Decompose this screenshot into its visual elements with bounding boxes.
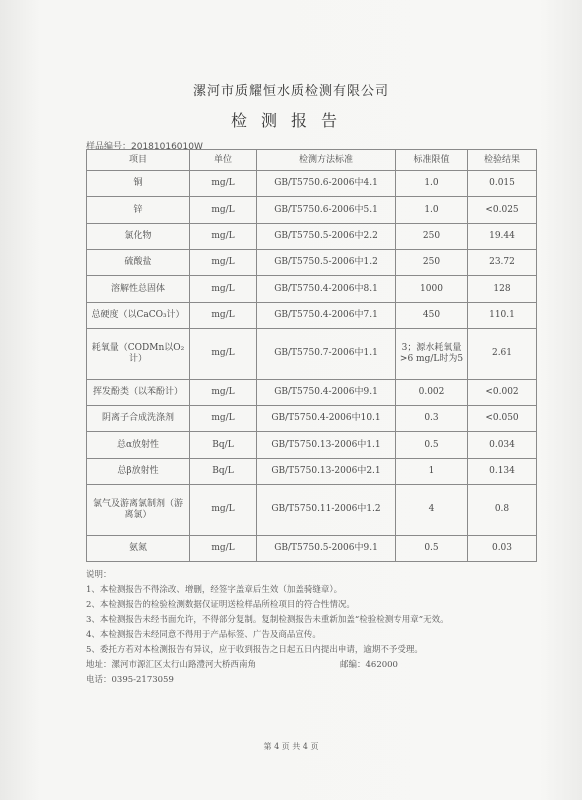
- cell-result: 19.44: [468, 223, 537, 249]
- cell-unit: Bq/L: [190, 458, 257, 484]
- company-name: 漯河市质耀恒水质检测有限公司: [192, 84, 389, 99]
- table-row: [87, 197, 537, 223]
- cell-method: GB/T5750.6-2006中5.1: [257, 197, 396, 223]
- cell-result: 0.8: [468, 485, 537, 536]
- table-row: [87, 379, 537, 405]
- cell-unit: mg/L: [190, 223, 257, 249]
- cell-limit: 0.5: [396, 432, 468, 458]
- cell-result: 2.61: [468, 329, 537, 380]
- note-item: 4、本检测报告未经同意不得用于产品标签、广告及商品宣传。: [86, 630, 321, 640]
- cell-method: GB/T5750.4-2006中7.1: [257, 302, 396, 328]
- table-row: [87, 406, 537, 432]
- cell-limit: 250: [396, 223, 468, 249]
- table-row: [87, 485, 537, 536]
- results-table: [86, 149, 537, 562]
- cell-limit: 0.3: [396, 406, 468, 432]
- header-method: 检测方法标准: [257, 150, 396, 171]
- header-item: 项目: [87, 150, 190, 171]
- cell-unit: mg/L: [190, 276, 257, 302]
- cell-limit: 1: [396, 458, 468, 484]
- cell-unit: mg/L: [190, 379, 257, 405]
- cell-limit: 1.0: [396, 171, 468, 197]
- cell-limit: 450: [396, 302, 468, 328]
- cell-method: GB/T5750.4-2006中9.1: [257, 379, 396, 405]
- cell-method: GB/T5750.5-2006中1.2: [257, 250, 396, 276]
- table-row: [87, 250, 537, 276]
- cell-item: 铜: [87, 171, 190, 197]
- cell-unit: mg/L: [190, 250, 257, 276]
- cell-method: GB/T5750.7-2006中1.1: [257, 329, 396, 380]
- report-title: 检测报告: [230, 111, 351, 130]
- cell-result: <0.002: [468, 379, 537, 405]
- header-result: 检验结果: [468, 150, 537, 171]
- cell-result: <0.025: [468, 197, 537, 223]
- cell-result: 23.72: [468, 250, 537, 276]
- cell-method: GB/T5750.4-2006中10.1: [257, 406, 396, 432]
- cell-unit: mg/L: [190, 535, 257, 561]
- cell-method: GB/T5750.11-2006中1.2: [257, 485, 396, 536]
- sample-number: 样品编号：20181016010W: [86, 142, 203, 152]
- cell-method: GB/T5750.5-2006中9.1: [257, 535, 396, 561]
- note-item: 1、本检测报告不得涂改、增删，经签字盖章后生效（加盖骑缝章）。: [86, 585, 343, 595]
- notes-section: [86, 568, 546, 688]
- table-row: [87, 276, 537, 302]
- header-limit: 标准限值: [396, 150, 468, 171]
- cell-item: 锌: [87, 197, 190, 223]
- cell-result: 0.134: [468, 458, 537, 484]
- cell-result: 0.015: [468, 171, 537, 197]
- cell-item: 挥发酚类（以苯酚计）: [87, 379, 190, 405]
- cell-item: 总β放射性: [87, 458, 190, 484]
- cell-item: 总α放射性: [87, 432, 190, 458]
- cell-limit: 4: [396, 485, 468, 536]
- cell-unit: Bq/L: [190, 432, 257, 458]
- cell-result: 110.1: [468, 302, 537, 328]
- cell-item: 氨氮: [87, 535, 190, 561]
- cell-limit: 250: [396, 250, 468, 276]
- address-line: [86, 658, 546, 673]
- cell-limit: 1000: [396, 276, 468, 302]
- table-row: [87, 302, 537, 328]
- table-row: [87, 223, 537, 249]
- cell-item: 总硬度（以CaCO₃计）: [87, 302, 190, 328]
- cell-result: 0.03: [468, 535, 537, 561]
- cell-unit: mg/L: [190, 302, 257, 328]
- cell-item: 硫酸盐: [87, 250, 190, 276]
- cell-limit: 0.002: [396, 379, 468, 405]
- address: 地址：漯河市源汇区太行山路澧河大桥西南角: [86, 660, 257, 670]
- cell-result: 128: [468, 276, 537, 302]
- cell-unit: mg/L: [190, 197, 257, 223]
- cell-method: GB/T5750.4-2006中8.1: [257, 276, 396, 302]
- table-row: [87, 329, 537, 380]
- cell-unit: mg/L: [190, 485, 257, 536]
- cell-method: GB/T5750.13-2006中2.1: [257, 458, 396, 484]
- table-body: [87, 171, 537, 562]
- cell-unit: mg/L: [190, 406, 257, 432]
- notes-heading: 说明：: [86, 570, 112, 580]
- note-item: 2、本检测报告的检验检测数据仅证明送检样品所检项目的符合性情况。: [86, 600, 355, 610]
- table-row: [87, 432, 537, 458]
- cell-unit: mg/L: [190, 329, 257, 380]
- postcode: 邮编：462000: [340, 660, 398, 670]
- cell-result: 0.034: [468, 432, 537, 458]
- cell-limit: 0.5: [396, 535, 468, 561]
- note-item: 5、委托方若对本检测报告有异议，应于收到报告之日起五日内提出申请，逾期不予受理。: [86, 645, 423, 655]
- page-number: 第 4 页 共 4 页: [263, 742, 319, 751]
- cell-limit: 1.0: [396, 197, 468, 223]
- table-row: [87, 171, 537, 197]
- cell-limit: 3；源水耗氧量>6 mg/L时为5: [396, 329, 468, 380]
- phone: 电话：0395-2173059: [86, 675, 174, 685]
- table-row: [87, 458, 537, 484]
- cell-item: 氯化物: [87, 223, 190, 249]
- cell-item: 氯气及游离氯制剂（游离氯）: [87, 485, 190, 536]
- table-row: [87, 535, 537, 561]
- table-header-row: [87, 150, 537, 171]
- header-unit: 单位: [190, 150, 257, 171]
- cell-item: 溶解性总固体: [87, 276, 190, 302]
- cell-item: 耗氧量（CODMn以O₂计）: [87, 329, 190, 380]
- cell-method: GB/T5750.13-2006中1.1: [257, 432, 396, 458]
- note-item: 3、本检测报告未经书面允许，不得部分复制。复制检测报告未重新加盖“检验检测专用章”无效。: [86, 615, 449, 625]
- cell-item: 阴离子合成洗涤剂: [87, 406, 190, 432]
- cell-unit: mg/L: [190, 171, 257, 197]
- cell-method: GB/T5750.5-2006中2.2: [257, 223, 396, 249]
- cell-method: GB/T5750.6-2006中4.1: [257, 171, 396, 197]
- cell-result: <0.050: [468, 406, 537, 432]
